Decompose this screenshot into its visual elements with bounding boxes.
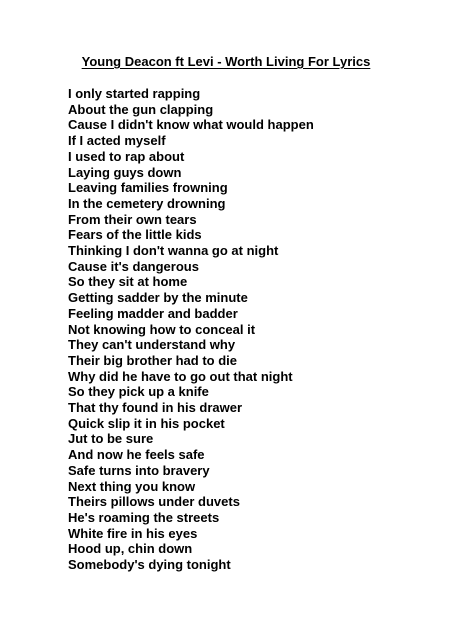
lyric-line: Theirs pillows under duvets [68,494,240,510]
lyric-line: Their big brother had to die [68,352,237,368]
lyric-line: Hood up, chin down [68,541,193,557]
lyric-line: Somebody's dying tonight [68,557,231,573]
lyric-line: And now he feels safe [68,447,205,463]
lyric-line: I only started rapping [68,86,201,101]
lyric-line: Not knowing how to conceal it [68,321,256,337]
lyric-line: So they pick up a knife [68,384,209,400]
lyrics-body [68,86,314,573]
lyric-line: White fire in his eyes [68,525,198,541]
lyric-line: Cause it's dangerous [68,258,199,274]
lyric-line: Thinking I don't wanna go at night [68,243,279,259]
lyric-line: So they sit at home [68,274,188,290]
lyric-line: In the cemetery drowning [68,195,226,211]
lyric-line: Laying guys down [68,164,182,180]
lyric-line: Jut to be sure [68,431,154,447]
lyric-line: He's roaming the streets [68,509,220,525]
lyric-line: Getting sadder by the minute [68,290,248,306]
lyric-line: That thy found in his drawer [68,400,243,416]
title-text: Young Deacon ft Levi - Worth Living For Lyrics [81,54,371,69]
lyric-line: Feeling madder and badder [68,305,238,321]
lyric-line: Safe turns into bravery [68,462,210,478]
lyric-line: From their own tears [68,211,197,227]
lyric-line: About the gun clapping [68,101,214,117]
document-title [0,54,452,70]
lyric-line: Quick slip it in his pocket [68,415,225,431]
lyric-line: Fears of the little kids [68,227,202,243]
lyric-line: They can't understand why [68,337,236,353]
lyric-line: Why did he have to go out that night [68,368,293,384]
lyric-line: Leaving families frowning [68,180,228,196]
lyric-line: Next thing you know [68,478,196,494]
lyric-line: If I acted myself [68,133,166,149]
lyric-line: I used to rap about [68,148,185,164]
lyric-line: Cause I didn't know what would happen [68,117,314,133]
